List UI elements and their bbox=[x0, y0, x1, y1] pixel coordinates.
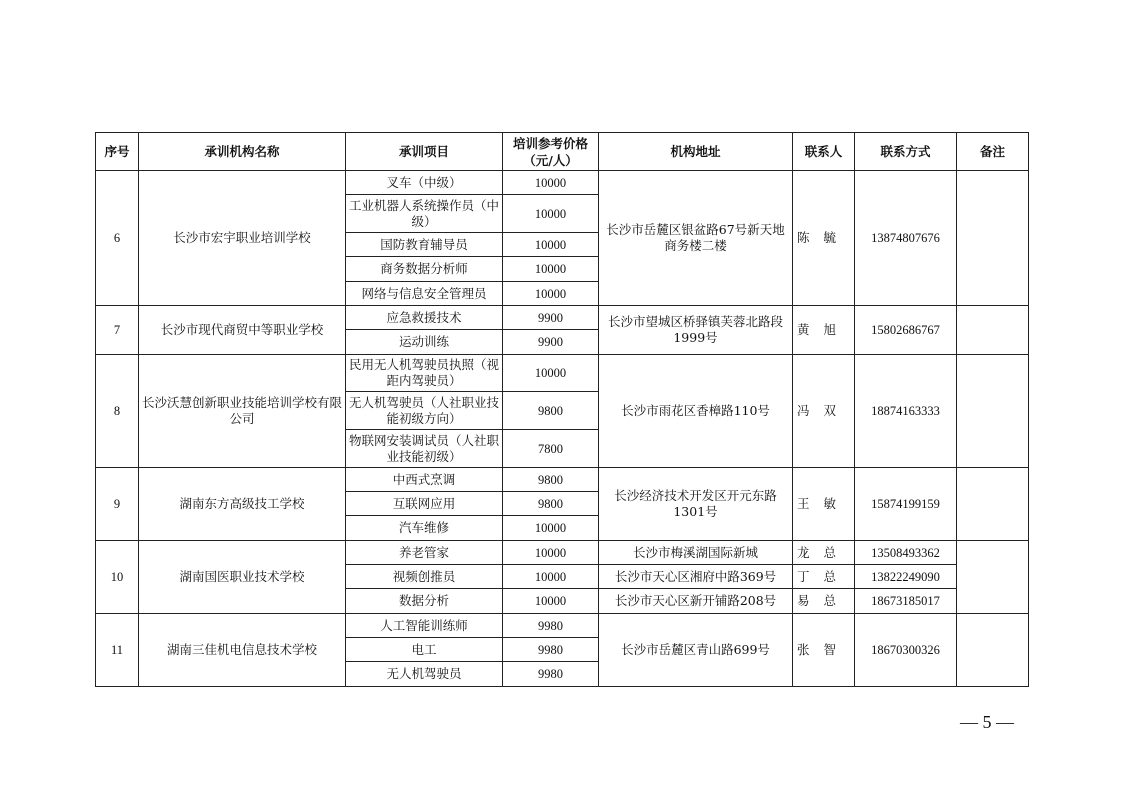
page-number: — 5 — bbox=[960, 712, 1014, 732]
institution-cell: 长沙市现代商贸中等职业学校 bbox=[139, 306, 346, 355]
price-cell: 10000 bbox=[503, 257, 599, 282]
header-contact: 联系人 bbox=[793, 133, 855, 171]
institution-cell: 长沙沃慧创新职业技能培训学校有限公司 bbox=[139, 355, 346, 468]
seq-cell: 11 bbox=[96, 614, 139, 687]
header-seq: 序号 bbox=[96, 133, 139, 171]
project-cell: 无人机驾驶员（人社职业技能初级方向） bbox=[346, 392, 503, 430]
remark-cell bbox=[957, 468, 1029, 541]
table-row bbox=[96, 468, 1029, 492]
project-cell: 电工 bbox=[346, 638, 503, 662]
address-cell: 长沙经济技术开发区开元东路1301号 bbox=[599, 468, 793, 541]
phone-cell: 18874163333 bbox=[855, 355, 957, 468]
price-cell: 9900 bbox=[503, 330, 599, 355]
phone-cell: 13822249090 bbox=[855, 565, 957, 589]
seq-cell: 7 bbox=[96, 306, 139, 355]
table-row bbox=[96, 306, 1029, 330]
address-cell: 长沙市天心区新开铺路208号 bbox=[599, 589, 793, 614]
address-cell: 长沙市天心区湘府中路369号 bbox=[599, 565, 793, 589]
address-cell: 长沙市岳麓区青山路699号 bbox=[599, 614, 793, 687]
price-cell: 10000 bbox=[503, 541, 599, 565]
project-cell: 商务数据分析师 bbox=[346, 257, 503, 282]
contact-cell: 王敏 bbox=[793, 468, 855, 541]
institution-cell: 湖南三佳机电信息技术学校 bbox=[139, 614, 346, 687]
phone-cell: 15874199159 bbox=[855, 468, 957, 541]
header-institution: 承训机构名称 bbox=[139, 133, 346, 171]
price-cell: 10000 bbox=[503, 233, 599, 257]
table-row bbox=[96, 614, 1029, 638]
price-cell: 7800 bbox=[503, 430, 599, 468]
remark-cell bbox=[957, 614, 1029, 687]
project-cell: 物联网安装调试员（人社职业技能初级） bbox=[346, 430, 503, 468]
price-cell: 10000 bbox=[503, 171, 599, 195]
training-institutions-table bbox=[95, 132, 1029, 687]
project-cell: 养老管家 bbox=[346, 541, 503, 565]
project-cell: 数据分析 bbox=[346, 589, 503, 614]
phone-cell: 18670300326 bbox=[855, 614, 957, 687]
project-cell: 视频创推员 bbox=[346, 565, 503, 589]
project-cell: 无人机驾驶员 bbox=[346, 662, 503, 687]
contact-cell: 冯双 bbox=[793, 355, 855, 468]
price-cell: 9900 bbox=[503, 306, 599, 330]
phone-cell: 18673185017 bbox=[855, 589, 957, 614]
project-cell: 运动训练 bbox=[346, 330, 503, 355]
remark-cell bbox=[957, 171, 1029, 306]
seq-cell: 10 bbox=[96, 541, 139, 614]
contact-cell: 张智 bbox=[793, 614, 855, 687]
remark-cell bbox=[957, 541, 1029, 614]
phone-cell: 13508493362 bbox=[855, 541, 957, 565]
contact-cell: 龙总 bbox=[793, 541, 855, 565]
price-cell: 9980 bbox=[503, 662, 599, 687]
contact-cell: 丁总 bbox=[793, 565, 855, 589]
institution-cell: 长沙市宏宇职业培训学校 bbox=[139, 171, 346, 306]
table-row bbox=[96, 541, 1029, 565]
seq-cell: 8 bbox=[96, 355, 139, 468]
address-cell: 长沙市雨花区香樟路110号 bbox=[599, 355, 793, 468]
address-cell: 长沙市望城区桥驿镇芙蓉北路段1999号 bbox=[599, 306, 793, 355]
header-row bbox=[96, 133, 1029, 171]
price-cell: 10000 bbox=[503, 565, 599, 589]
project-cell: 人工智能训练师 bbox=[346, 614, 503, 638]
price-cell: 9800 bbox=[503, 468, 599, 492]
header-remark: 备注 bbox=[957, 133, 1029, 171]
price-cell: 9980 bbox=[503, 638, 599, 662]
price-cell: 10000 bbox=[503, 516, 599, 541]
institution-cell: 湖南国医职业技术学校 bbox=[139, 541, 346, 614]
contact-cell: 陈毓 bbox=[793, 171, 855, 306]
address-cell: 长沙市梅溪湖国际新城 bbox=[599, 541, 793, 565]
price-cell: 10000 bbox=[503, 282, 599, 306]
project-cell: 叉车（中级） bbox=[346, 171, 503, 195]
header-project: 承训项目 bbox=[346, 133, 503, 171]
phone-cell: 15802686767 bbox=[855, 306, 957, 355]
address-cell: 长沙市岳麓区银盆路67号新天地商务楼二楼 bbox=[599, 171, 793, 306]
institution-cell: 湖南东方高级技工学校 bbox=[139, 468, 346, 541]
price-cell: 9980 bbox=[503, 614, 599, 638]
header-price: 培训参考价格（元/人） bbox=[503, 133, 599, 171]
price-cell: 9800 bbox=[503, 392, 599, 430]
price-cell: 10000 bbox=[503, 195, 599, 233]
contact-cell: 黄旭 bbox=[793, 306, 855, 355]
header-address: 机构地址 bbox=[599, 133, 793, 171]
project-cell: 互联网应用 bbox=[346, 492, 503, 516]
price-cell: 9800 bbox=[503, 492, 599, 516]
contact-cell: 易总 bbox=[793, 589, 855, 614]
price-cell: 10000 bbox=[503, 589, 599, 614]
project-cell: 国防教育辅导员 bbox=[346, 233, 503, 257]
project-cell: 应急救援技术 bbox=[346, 306, 503, 330]
remark-cell bbox=[957, 355, 1029, 468]
project-cell: 中西式烹调 bbox=[346, 468, 503, 492]
phone-cell: 13874807676 bbox=[855, 171, 957, 306]
project-cell: 民用无人机驾驶员执照（视距内驾驶员） bbox=[346, 355, 503, 392]
remark-cell bbox=[957, 306, 1029, 355]
project-cell: 网络与信息安全管理员 bbox=[346, 282, 503, 306]
table-row bbox=[96, 355, 1029, 392]
seq-cell: 9 bbox=[96, 468, 139, 541]
seq-cell: 6 bbox=[96, 171, 139, 306]
price-cell: 10000 bbox=[503, 355, 599, 392]
header-phone: 联系方式 bbox=[855, 133, 957, 171]
project-cell: 汽车维修 bbox=[346, 516, 503, 541]
table-row bbox=[96, 171, 1029, 195]
project-cell: 工业机器人系统操作员（中级） bbox=[346, 195, 503, 233]
